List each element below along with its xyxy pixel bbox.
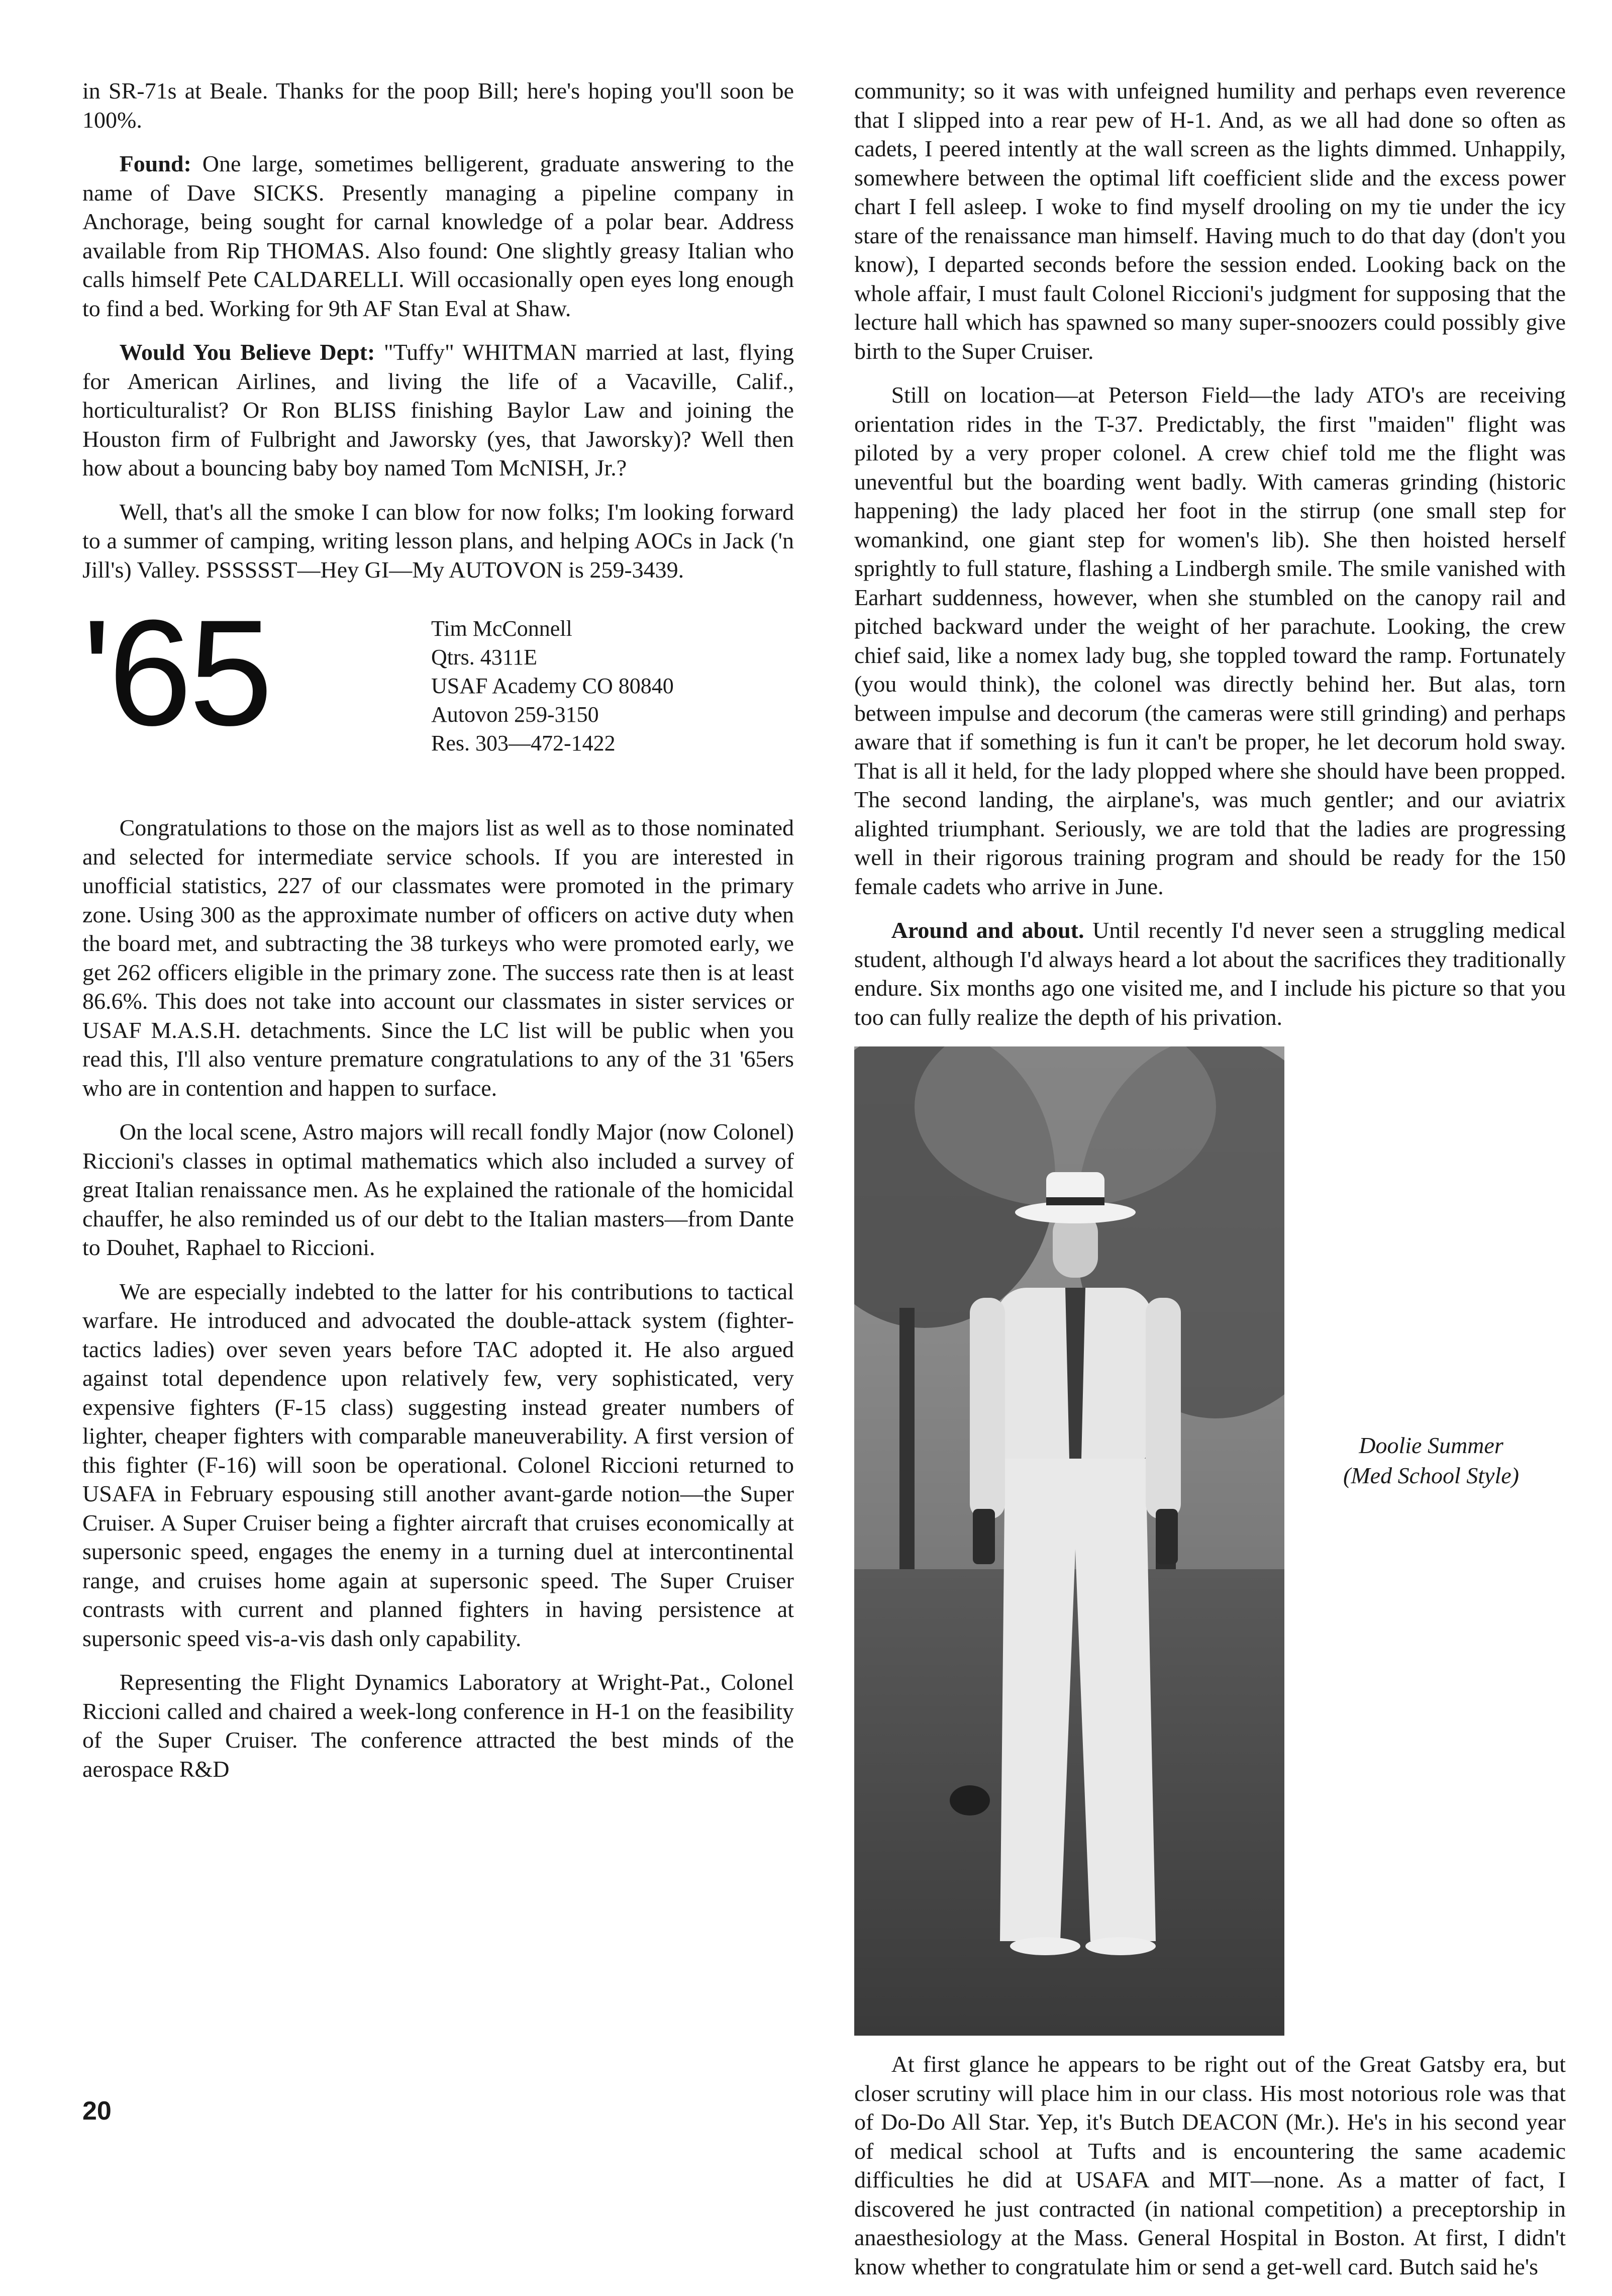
address-residence: Res. 303—472-1422 [431, 731, 616, 755]
run-in-heading: Found: [119, 151, 191, 176]
paragraph: Congratulations to those on the majors list as well as to those nominated and selected for intermediate service schools. If you are interested in unofficial statistics, 227 of our classmates were promoted in the primary zone. Using 300 as the approximate number of officers on active duty when the board met, and subtracting the 38 turkeys who were promoted early, we get 262 officers eligible in the primary zone. The success rate then is at least 86.6%. This does not take into account our classmates in sister services or USAF M.A.S.H. detachments. Since the LC list will be public when you read this, I'll also venture premature congratulations to any of the 31 '65ers who are in contention and happen to surface. [82, 815, 794, 1101]
left-column [82, 76, 794, 1798]
paragraph: in SR-71s at Beale. Thanks for the poop Bill; here's hoping you'll soon be 100%. [82, 78, 794, 133]
run-in-heading: Around and about. [891, 917, 1084, 943]
caption-line: (Med School Style) [1343, 1463, 1519, 1488]
paragraph: On the local scene, Astro majors will recall fondly Major (now Colonel) Riccioni's classes in optimal mathematics which also included a survey of great Italian renaissance men. As he explained the rationale of the homicidal chauffer, he also reminded us of our debt to the Italian masters—from Dante to Douhet, Raphael to Riccioni. [82, 1119, 794, 1260]
page-number: 20 [82, 2096, 112, 2126]
address-quarters: Qtrs. 4311E [431, 645, 538, 669]
class-header [82, 588, 794, 790]
paragraph: community; so it was with unfeigned humility and perhaps even reverence that I slipped into a rear pew of H-1. And, as we all had done so often as cadets, I peered intently at the wall screen as the lights dimmed. Unhappily, somewhere between the optimal lift coefficient slide and the excess power chart I fell asleep. I woke to find myself drooling on my tie under the icy stare of the renaissance man himself. Having much to do that day (don't you know), I departed seconds before the session ended. Looking back on the whole affair, I must fault Colonel Riccioni's judgment for supposing that the lecture hall which has spawned so many super-snoozers could possibly give birth to the Super Cruiser. [854, 78, 1566, 364]
paragraph: We are especially indebted to the latter for his contributions to tactical warfare. He introduced and advocated the double-attack system (fighter-tactics ladies) over seven years before TAC adopted it. He also argued against total dependence upon relatively few, very sophisticated, very expensive fighters (F-15 class) suggesting instead greater numbers of lighter, cheaper fighters with comparable maneuverability. A first version of this fighter (F-16) will soon be operational. Colonel Riccioni returned to USAFA in February espousing still another avant-garde notion—the Super Cruiser. A Super Cruiser being a fighter aircraft that cruises economically at supersonic speed, engages the enemy in a turning duel at intercontinental range, and cruises home again at supersonic speed. The Super Cruiser contrasts with current and planned fighters in having persistence at supersonic speed vis-a-vis dash only capability. [82, 1278, 794, 1651]
photo-figure [854, 1046, 1566, 2036]
paragraph-would-you-believe [82, 338, 794, 483]
address-name: Tim McConnell [431, 616, 572, 641]
paragraph: Representing the Flight Dynamics Laboratory at Wright-Pat., Colonel Riccioni called and chaired a week-long conference in H-1 on the feasibility of the Super Cruiser. The conference attracted the best minds of the aerospace R&D [82, 1669, 794, 1782]
paragraph: Still on location—at Peterson Field—the lady ATO's are receiving orientation rides in the T-37. Predictably, the first "maiden" flight was piloted by a very proper colonel. A crew chief told me the flight was uneventful but the boarding went badly. With cameras grinding (historic happening) the lady placed her foot in the stirrup (one small step for womankind, one giant step for women's lib). She then hoisted herself sprightly to full stature, flashing a Lindbergh smile. The smile vanished with Earhart suddenness, however, when she stumbled on the canopy rail and pitched backward under the weight of her parachute. Looking, the crew chief said, like a nomex lady bug, she toppled toward the ramp. Fortunately (you would think), the colonel was directly behind her. But alas, torn between impulse and decorum (the cameras were still grinding) and perhaps aware that if something is fun it can't be proper, he let decorum hold sway. That is all it held, for the lady plopped where she should have been propped. The second landing, the airplane's, was much gentler; and our aviatrix alighted triumphant. Seriously, we are told that the ladies are progressing well in their rigorous training program and should be ready for the 150 female cadets who arrive in June. [854, 382, 1566, 899]
paragraph: At first glance he appears to be right out of the Great Gatsby era, but closer scrutiny will place him in our class. His most notorious role was that of Do-Do All Star. Yep, it's Butch DEACON (Mr.). He's in his second year of medical school at Tufts and is encountering the same academic difficulties he did at USAFA and MIT—none. As a matter of fact, I discovered he just contracted (in national competition) a preceptorship in anaesthesiology at the Mass. General Hospital in Boston. At first, I didn't know whether to congratulate him or send a get-well card. Butch said he's [854, 2051, 1566, 2279]
paragraph-text: One large, sometimes belligerent, graduate answering to the name of Dave SICKS. Presently managing a pipeline company in Anchorage, being sought for carnal knowledge of a polar bear. Address available from Rip THOMAS. Also found: One slightly greasy Italian who calls himself Pete CALDARELLI. Will occasionally open eyes long enough to find a bed. Working for 9th AF Stan Eval at Shaw. [82, 151, 794, 321]
paragraph-text: Until recently I'd never seen a struggling medical student, although I'd always heard a lot about the sacrifices they traditionally endure. Six months ago one visited me, and I include his picture so that you too can fully realize the depth of his privation. [854, 917, 1566, 1030]
address-autovon: Autovon 259-3150 [431, 702, 599, 727]
right-column [854, 76, 1566, 2296]
paragraph-found [82, 149, 794, 323]
correspondent-address [431, 614, 674, 757]
photo-illustration [854, 1046, 1284, 2036]
address-city: USAF Academy CO 80840 [431, 674, 674, 698]
caption-line: Doolie Summer [1359, 1432, 1503, 1458]
run-in-heading: Would You Believe Dept: [119, 339, 375, 365]
paragraph-around-and-about [854, 916, 1566, 1031]
paragraph: Well, that's all the smoke I can blow for now folks; I'm looking forward to a summer of camping, writing lesson plans, and helping AOCs in Jack ('n Jill's) Valley. PSSSSST—Hey GI—My AUTOVON is 259-3439. [82, 499, 794, 583]
class-year: '65 [82, 588, 270, 757]
photo-man-in-white-suit [854, 1046, 1284, 2036]
paragraph-text: "Tuffy" WHITMAN married at last, flying for American Airlines, and living the life of a Vacaville, Calif., horticulturalist? Or Ron BLISS finishing Baylor Law and joining the Houston firm of Fulbright and Jaworsky (yes, that Jaworsky)? Well then how about a bouncing baby boy named Tom McNISH, Jr.? [82, 339, 794, 481]
photo-caption [1296, 1430, 1566, 1491]
